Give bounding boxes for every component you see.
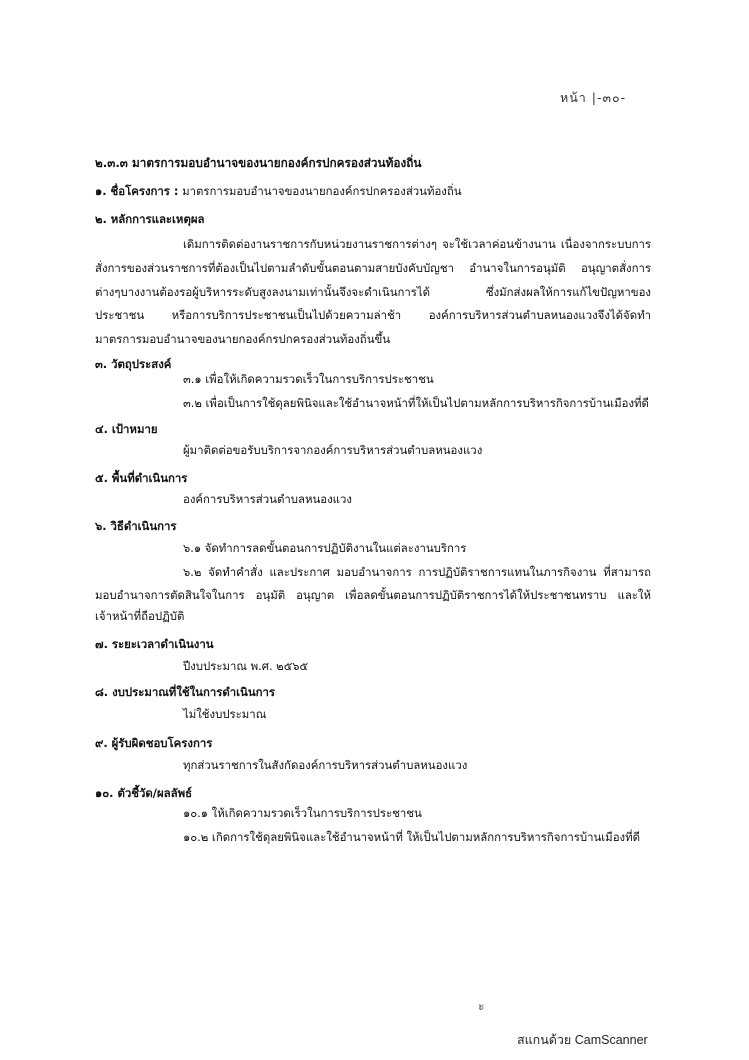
section-10-heading: ๑๐. ตัวชี้วัด/ผลลัพธ์ bbox=[95, 786, 193, 800]
section-1-heading: ๑. ชื่อโครงการ : มาตรการมอบอำนาจของนายกองค์กรปกครองส่วนท้องถิ่น bbox=[95, 184, 462, 198]
section-3-heading: ๓. วัตถุประสงค์ bbox=[95, 357, 172, 371]
section-2-heading: ๒. หลักการและเหตุผล bbox=[95, 212, 205, 226]
section-4-line-1: ผู้มาติดต่อขอรับบริการจากองค์การบริหารส่วนตำบลหนองแวง bbox=[183, 443, 483, 457]
section-9-heading: ๙. ผู้รับผิดชอบโครงการ bbox=[95, 736, 213, 750]
section-2-line-5: มาตรการมอบอำนาจของนายกองค์กรปกครองส่วนท้องถิ่นขึ้น bbox=[95, 332, 391, 346]
section-7-line-1: ปีงบประมาณ พ.ศ. ๒๕๖๕ bbox=[183, 659, 309, 673]
section-7-heading: ๗. ระยะเวลาดำเนินงาน bbox=[95, 637, 214, 651]
scan-mark: ะ bbox=[478, 999, 485, 1013]
section-8-line-1: ไม่ใช้งบประมาณ bbox=[183, 707, 267, 721]
section-2-line-3: ต่างๆบางงานต้องรอผู้บริหารระดับสูงลงนามเท่านั้นจึงจะดำเนินการได้ ซึ่งมักส่งผลให้การแก้ไขปัญหาของ bbox=[95, 285, 651, 299]
section-2-line-1: เดิมการติดต่องานราชการกับหน่วยงานราชการต่างๆ จะใช้เวลาค่อนข้างนาน เนื่องจากระบบการ bbox=[183, 237, 651, 251]
section-5-heading: ๕. พื้นที่ดำเนินการ bbox=[95, 471, 188, 485]
section-6-item-2-cont: มอบอำนาจการตัดสินใจในการ อนุมัติ อนุญาต เพื่อลดขั้นตอนการปฏิบัติราชการได้ให้ประชาชนทราบ และให้ bbox=[95, 588, 651, 602]
section-6-item-2: ๖.๒ จัดทำคำสั่ง และประกาศ มอบอำนาจการ การปฏิบัติราชการแทนในภารกิจงาน ที่สามารถ bbox=[183, 565, 651, 579]
section-6-heading: ๖. วิธีดำเนินการ bbox=[95, 519, 177, 533]
section-5-line-1: องค์การบริหารส่วนตำบลหนองแวง bbox=[183, 492, 352, 506]
section-2-line-4: ประชาชน หรือการบริการประชาชนเป็นไปด้วยความล่าช้า องค์การบริหารส่วนตำบลหนองแวงจึงได้จัดทำ bbox=[95, 308, 651, 322]
page-number: หน้า |-๓๐- bbox=[560, 90, 627, 105]
section-6-item-1: ๖.๑ จัดทำการลดขั้นตอนการปฏิบัติงานในแต่ละงานบริการ bbox=[183, 541, 467, 555]
section-10-item-2: ๑๐.๒ เกิดการใช้ดุลยพินิจและใช้อำนาจหน้าที่ ให้เป็นไปตามหลักการบริหารกิจการบ้านเมืองที่ดี bbox=[183, 830, 641, 844]
camscanner-footer: สแกนด้วย CamScanner bbox=[517, 1033, 648, 1047]
document-title: ๒.๓.๓ มาตรการมอบอำนาจของนายกองค์กรปกครองส่วนท้องถิ่น bbox=[95, 156, 422, 170]
section-3-item-2: ๓.๒ เพื่อเป็นการใช้ดุลยพินิจและใช้อำนาจหน้าที่ให้เป็นไปตามหลักการบริหารกิจการบ้านเมืองที่ดี bbox=[183, 396, 649, 410]
section-8-heading: ๘. งบประมาณที่ใช้ในการดำเนินการ bbox=[95, 685, 276, 699]
section-9-line-1: ทุกส่วนราชการในสังกัดองค์การบริหารส่วนตำบลหนองแวง bbox=[183, 758, 468, 772]
section-6-item-2-end: เจ้าหน้าที่ถือปฏิบัติ bbox=[95, 609, 185, 623]
section-3-item-1: ๓.๑ เพื่อให้เกิดความรวดเร็วในการบริการประชาชน bbox=[183, 372, 434, 386]
section-10-item-1: ๑๐.๑ ให้เกิดความรวดเร็วในการบริการประชาชน bbox=[183, 806, 422, 820]
section-4-heading: ๔. เป้าหมาย bbox=[95, 422, 158, 436]
section-2-line-2: สั่งการของส่วนราชการที่ต้องเป็นไปตามลำดับขั้นตอนตามสายบังคับบัญชา อำนาจในการอนุมัติ อนุญาตสั่งการ bbox=[95, 261, 651, 275]
